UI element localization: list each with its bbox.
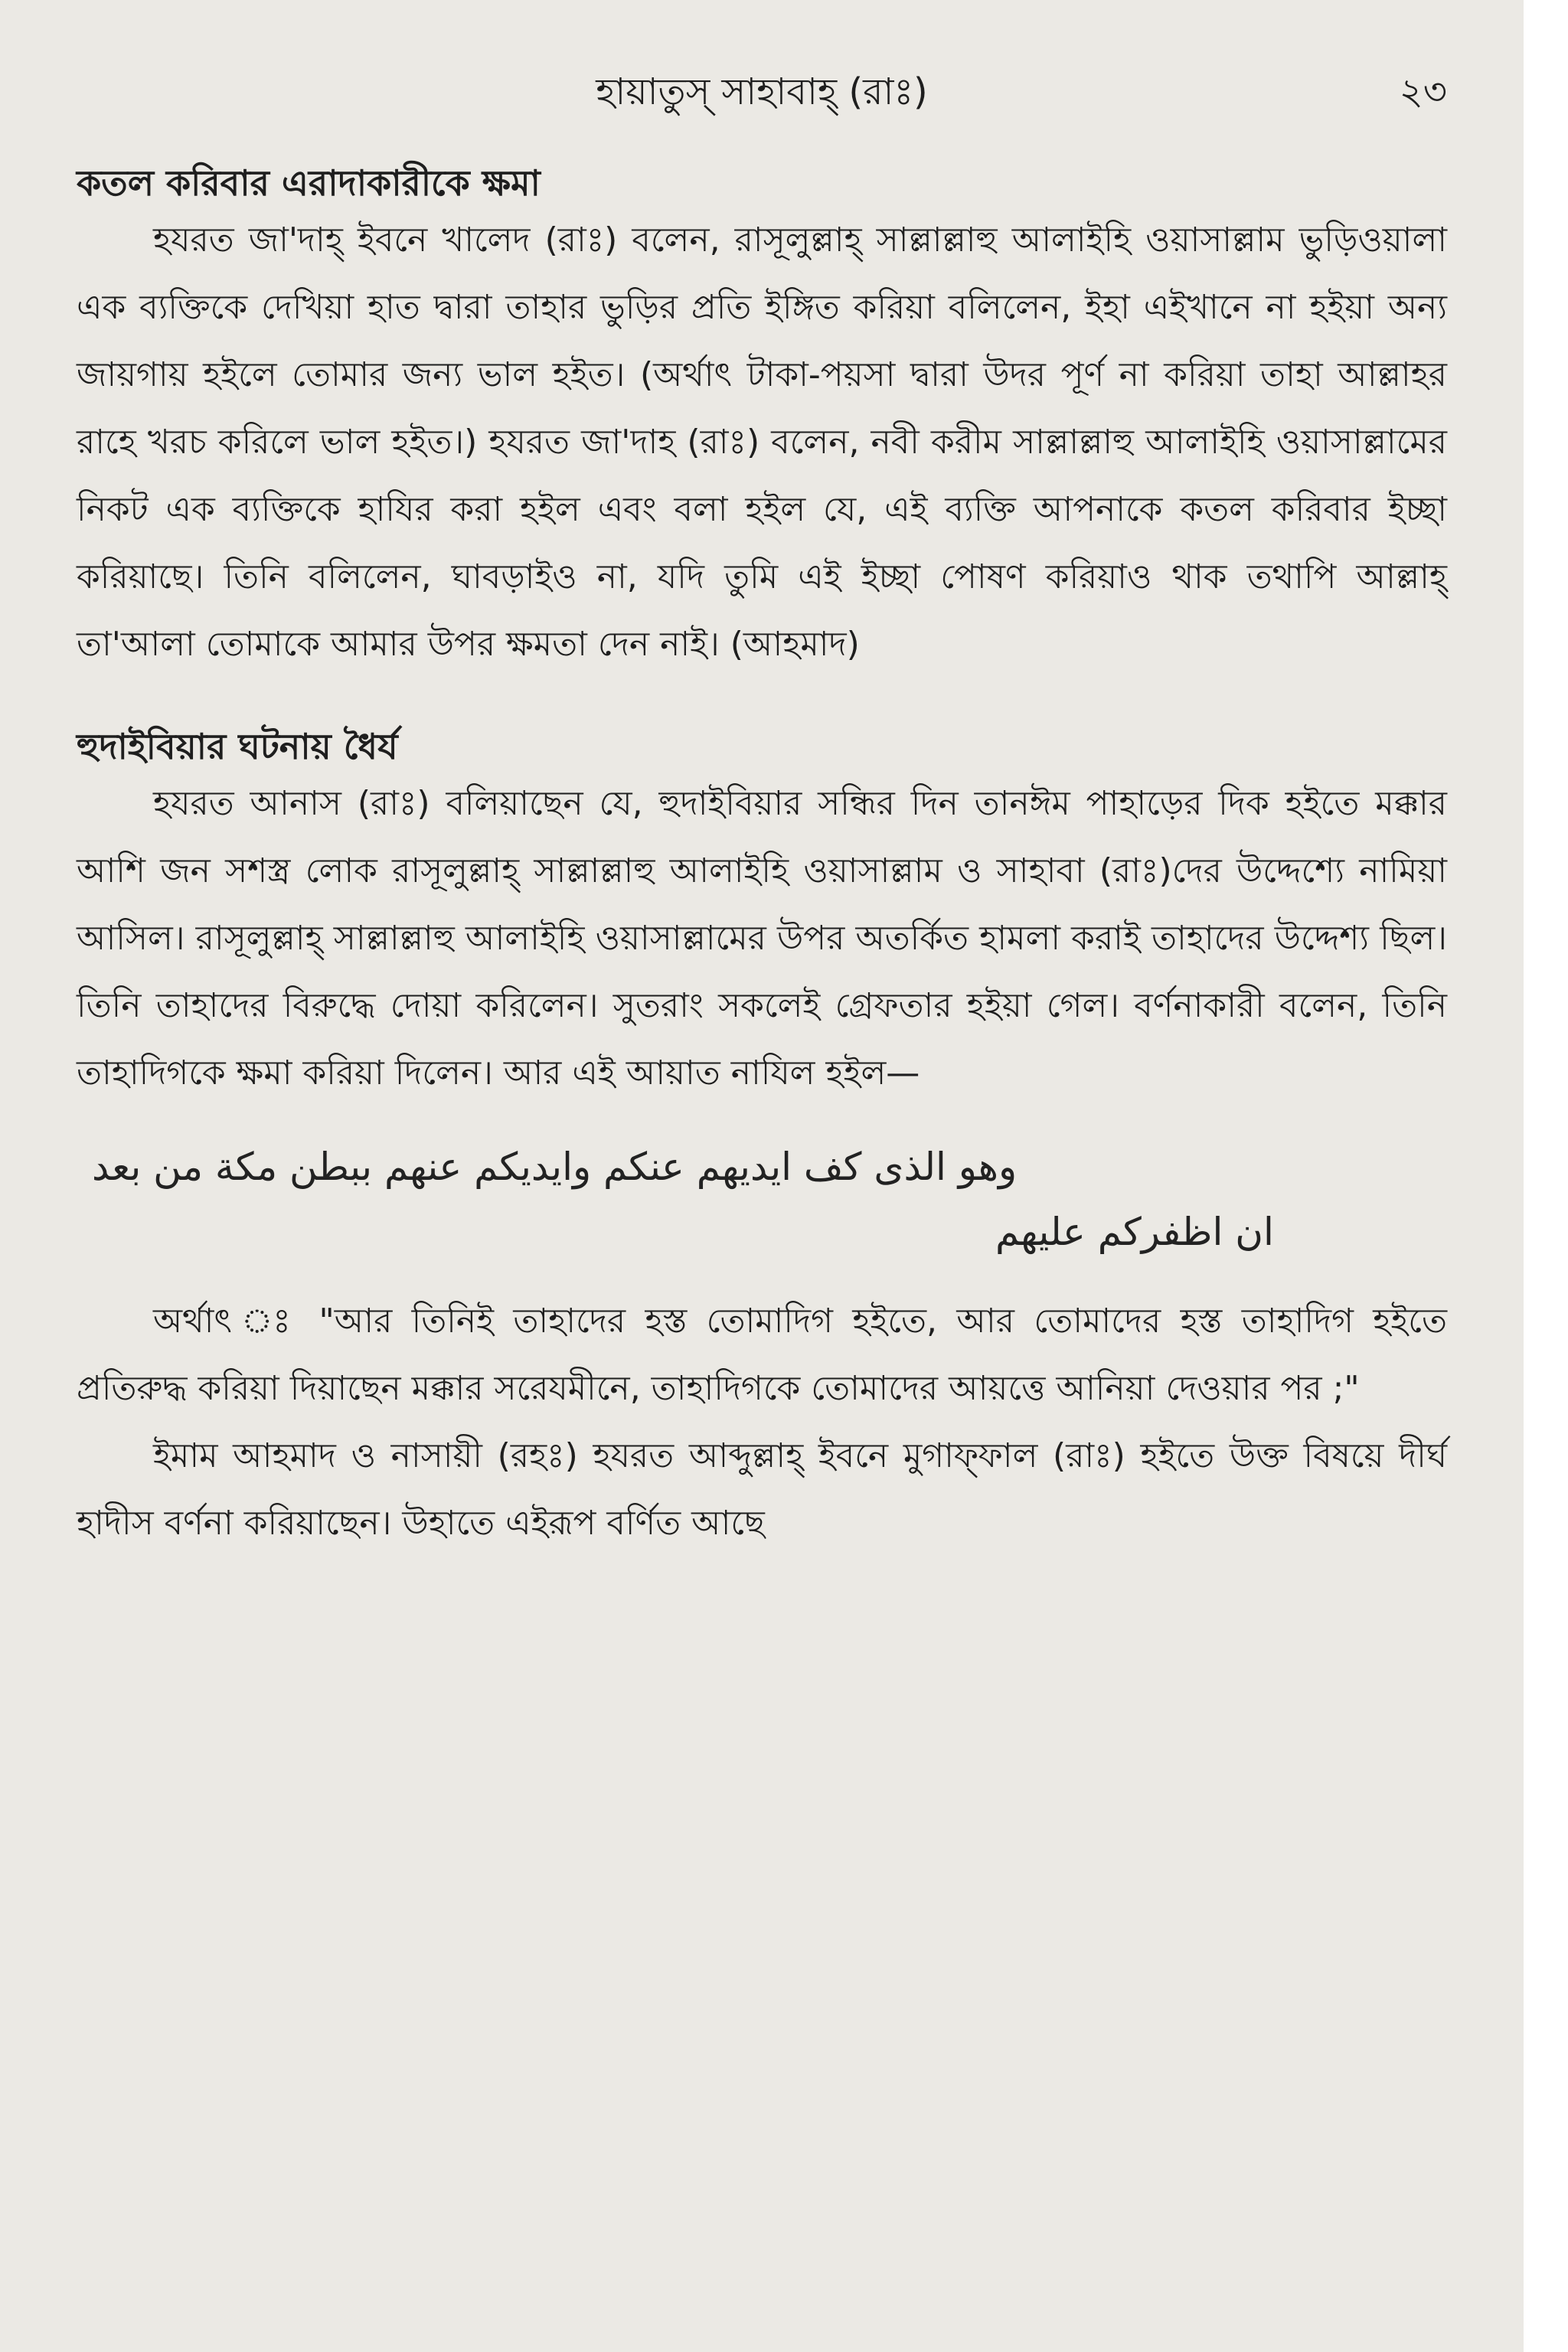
section-paragraph-hudaybiyyah: হযরত আনাস (রাঃ) বলিয়াছেন যে, হুদাইবিয়ার সন্ধির দিন তানঈম পাহাড়ের দিক হইতে মক্কার আশি জন সশস্ত্র লোক রাসূলুল্লাহ্ সাল্লাল্লাহু আলাইহি ওয়াসাল্লাম ও সাহাবা (রাঃ)দের উদ্দেশ্যে নামিয়া আসিল। রাসূলুল্লাহ্ সাল্লাল্লাহু আলাইহি ওয়াসাল্লামের উপর অতর্কিত হামলা করাই তাহাদের উদ্দেশ্য ছিল। তিনি তাহাদের বিরুদ্ধে দোয়া করিলেন। সুতরাং সকলেই গ্রেফতার হইয়া গেল। বর্ণনাকারী বলেন, তিনি তাহাদিগকে ক্ষমা করিয়া দিলেন। আর এই আয়াত নাযিল হইল— <box>77 783 1447 1093</box>
arabic-verse-line-2: ان اظفركم عليهم <box>995 1209 1274 1254</box>
verse-translation: অর্থাৎ ঃ "আর তিনিই তাহাদের হস্ত তোমাদিগ হইতে, আর তোমাদের হস্ত তাহাদিগ হইতে প্রতিরুদ্ধ করিয়া দিয়াছেন মক্কার সরেযমীনে, তাহাদিগকে তোমাদের আয়ত্তে আনিয়া দেওয়ার পর ;" <box>77 1301 1447 1408</box>
page-header <box>77 54 1447 130</box>
arabic-verse-line-1: وهو الذى كف ايديهم عنكم وايديكم عنهم ببطن مكة من بعد <box>92 1144 1018 1189</box>
section-heading-forgiveness: কতল করিবার এরাদাকারীকে ক্ষমা <box>77 162 541 204</box>
section-heading-hudaybiyyah: হুদাইবিয়ার ঘটনায় ধৈর্য <box>77 725 398 767</box>
running-title: হায়াতুস্ সাহাবাহ্ (রাঃ) <box>596 70 928 113</box>
arabic-verse-block <box>77 1135 1447 1265</box>
book-page <box>77 54 1447 2274</box>
section-paragraph-forgiveness: হযরত জা'দাহ্ ইবনে খালেদ (রাঃ) বলেন, রাসূলুল্লাহ্ সাল্লাল্লাহু আলাইহি ওয়াসাল্লাম ভুড়িওয়ালা এক ব্যক্তিকে দেখিয়া হাত দ্বারা তাহার ভুড়ির প্রতি ইঙ্গিত করিয়া বলিলেন, ইহা এইখানে না হইয়া অন্য জায়গায় হইলে তোমার জন্য ভাল হইত। (অর্থাৎ টাকা-পয়সা দ্বারা উদর পূর্ণ না করিয়া তাহা আল্লাহর রাহে খরচ করিলে ভাল হইত।) হযরত জা'দাহ (রাঃ) বলেন, নবী করীম সাল্লাল্লাহু আলাইহি ওয়াসাল্লামের নিকট এক ব্যক্তিকে হাযির করা হইল এবং বলা হইল যে, এই ব্যক্তি আপনাকে কতল করিবার ইচ্ছা করিয়াছে। তিনি বলিলেন, ঘাবড়াইও না, যদি তুমি এই ইচ্ছা পোষণ করিয়াও থাক তথাপি আল্লাহ্ তা'আলা তোমাকে আমার উপর ক্ষমতা দেন নাই। (আহমাদ) <box>77 220 1447 664</box>
closing-paragraph: ইমাম আহমাদ ও নাসায়ী (রহঃ) হযরত আব্দুল্লাহ্ ইবনে মুগাফ্ফাল (রাঃ) হইতে উক্ত বিষয়ে দীর্ঘ হাদীস বর্ণনা করিয়াছেন। উহাতে এইরূপ বর্ণিত আছে <box>77 1436 1447 1543</box>
page-number: ২৩ <box>1399 70 1447 113</box>
